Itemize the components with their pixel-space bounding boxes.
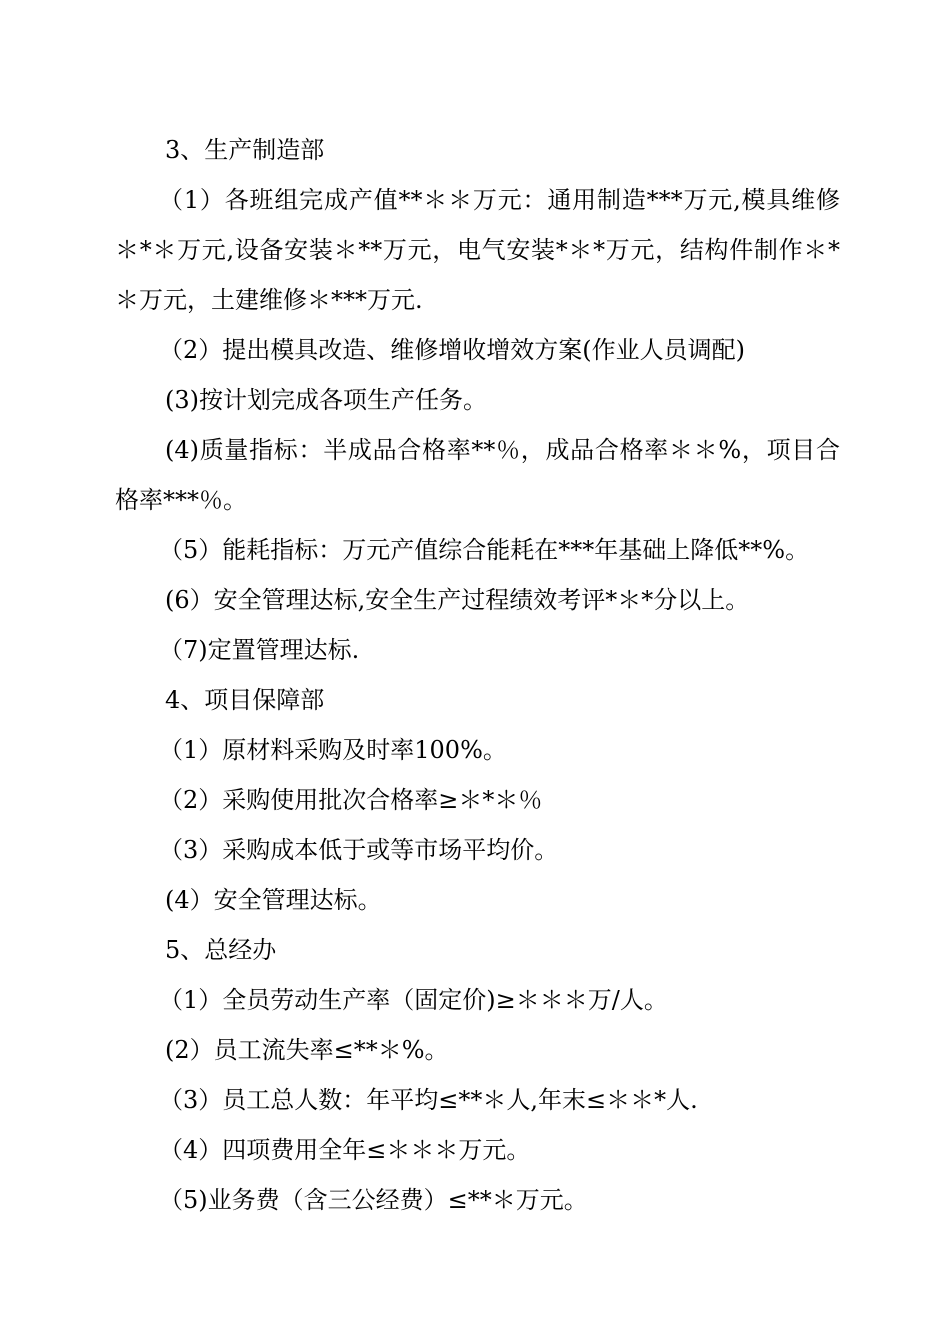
paragraph-staff-headcount: （3）员工总人数：年平均≤**＊人,年末≤＊＊*人. (159, 1086, 698, 1114)
paragraph-energy-index: （5）能耗指标：万元产值综合能耗在***年基础上降低**%。 (159, 536, 810, 564)
paragraph-labor-productivity: （1）全员劳动生产率（固定价)≥＊＊＊万/人。 (159, 986, 668, 1014)
paragraph-mold-plan: （2）提出模具改造、维修增收增效方案(作业人员调配) (159, 336, 745, 364)
paragraph-output-value: （1）各班组完成产值**＊＊万元：通用制造***万元,模具维修＊*＊万元,设备安装＊**万元，电气安装*＊*万元，结构件制作＊*＊万元，土建维修＊***万元. (115, 186, 840, 314)
document-body (115, 125, 840, 1225)
paragraph-safety-standard: (6）安全管理达标,安全生产过程绩效考评*＊*分以上。 (165, 586, 750, 614)
paragraph-four-expenses: （4）四项费用全年≤＊＊＊万元。 (159, 1136, 531, 1164)
paragraph-procurement-quality: （2）采购使用批次合格率≥＊*＊％ (159, 786, 543, 814)
paragraph-procurement-cost: （3）采购成本低于或等市场平均价。 (159, 836, 559, 864)
paragraph-quality-index: (4)质量指标：半成品合格率**％，成品合格率＊＊%，项目合格率***％。 (115, 436, 840, 514)
paragraph-placement-management: （7)定置管理达标. (159, 636, 360, 664)
section-heading-production: 3、生产制造部 (165, 136, 325, 164)
section-heading-general-office: 5、总经办 (165, 936, 277, 964)
paragraph-production-tasks: (3)按计划完成各项生产任务。 (165, 386, 487, 414)
paragraph-procurement-timeliness: （1）原材料采购及时率100%。 (159, 736, 507, 764)
paragraph-business-expenses: （5)业务费（含三公经费）≤**＊万元。 (159, 1186, 588, 1214)
section-heading-project-support: 4、项目保障部 (165, 686, 325, 714)
paragraph-staff-turnover: (2）员工流失率≤**＊%。 (165, 1036, 449, 1064)
paragraph-support-safety: (4）安全管理达标。 (165, 886, 382, 914)
